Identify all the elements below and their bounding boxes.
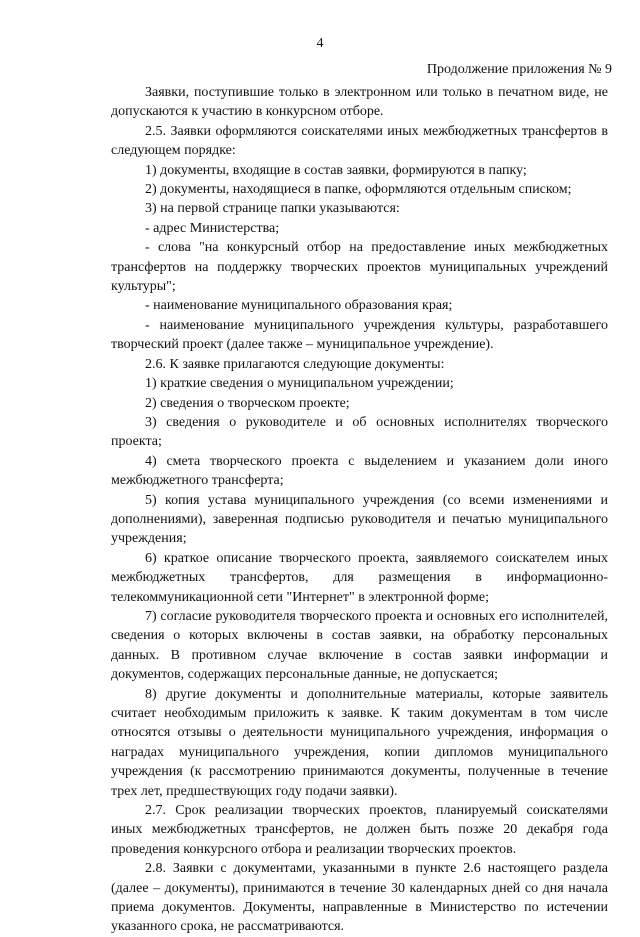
list-item: 3) на первой странице папки указываются: <box>145 201 400 217</box>
list-item: 2) сведения о творческом проекте; <box>145 395 350 411</box>
list-item: - адрес Министерства; <box>145 220 280 236</box>
appendix-note: Продолжение приложения № 9 <box>426 62 612 77</box>
document-body <box>111 83 608 937</box>
page-number: 4 <box>316 36 324 51</box>
list-item: - наименование муниципального образования края; <box>145 298 453 314</box>
list-item: 5) копия устава муниципального учреждения (со всеми изменениями и дополнениями), заверенная подписью руководителя и печатью муниципального учреждения; <box>111 492 608 547</box>
paragraph-intro: Заявки, поступившие только в электронном или только в печатном виде, не допускаются к участию в конкурсном отборе. <box>111 85 608 120</box>
list-item: 1) документы, входящие в состав заявки, формируются в папку; <box>145 162 527 178</box>
list-item: 6) краткое описание творческого проекта, заявляемого соискателем иных межбюджетных трансфертов, для размещения в информационно-телекоммуникационной сети "Интернет" в электронной форме; <box>111 550 608 605</box>
list-item: 4) смета творческого проекта с выделением и указанием доли иного межбюджетного трансферта; <box>111 453 608 489</box>
paragraph-2-7: 2.7. Срок реализации творческих проектов, планируемый соискателями иных межбюджетных трансфертов, не должен быть позже 20 декабря года проведения конкурсного отбора и реализации творческих проектов. <box>111 803 608 857</box>
paragraph-2-8: 2.8. Заявки с документами, указанными в пункте 2.6 настоящего раздела (далее – документы), принимаются в течение 30 календарных дней со дня начала приема документов. Документы, направленные в Министерство по истечении указанного срока, не рассматриваются. <box>111 861 608 935</box>
list-item: 8) другие документы и дополнительные материалы, которые заявитель считает необходимым приложить к заявке. К таким документам в том числе относятся отзывы о деятельности муниципального учреждения, информация о наградах муниципального учреждения, копии дипломов муниципального учреждения (к рассмотрению принимаются документы, полученные в течение трех лет, предшествующих году подачи заявки). <box>111 686 608 799</box>
paragraph-2-5: 2.5. Заявки оформляются соискателями иных межбюджетных трансфертов в следующем порядке: <box>111 123 608 159</box>
list-item: - слова "на конкурсный отбор на предоставление иных межбюджетных трансфертов на поддержку творческих проектов муниципальных учреждений культуры"; <box>111 240 608 295</box>
list-item: 7) согласие руководителя творческого проекта и основных его исполнителей, сведения о которых включены в состав заявки, на обработку персональных данных. В противном случае включение в состав заявки информации и документов, содержащих персональные данные, не допускается; <box>111 608 608 683</box>
paragraph-2-6: 2.6. К заявке прилагаются следующие документы: <box>145 356 445 372</box>
list-item: 2) документы, находящиеся в папке, оформляются отдельным списком; <box>145 182 572 198</box>
list-item: - наименование муниципального учреждения культуры, разработавшего творческий проект (далее также – муниципальное учреждение). <box>111 317 608 353</box>
list-item: 1) краткие сведения о муниципальном учреждении; <box>145 376 454 392</box>
list-item: 3) сведения о руководителе и об основных исполнителях творческого проекта; <box>111 414 608 450</box>
